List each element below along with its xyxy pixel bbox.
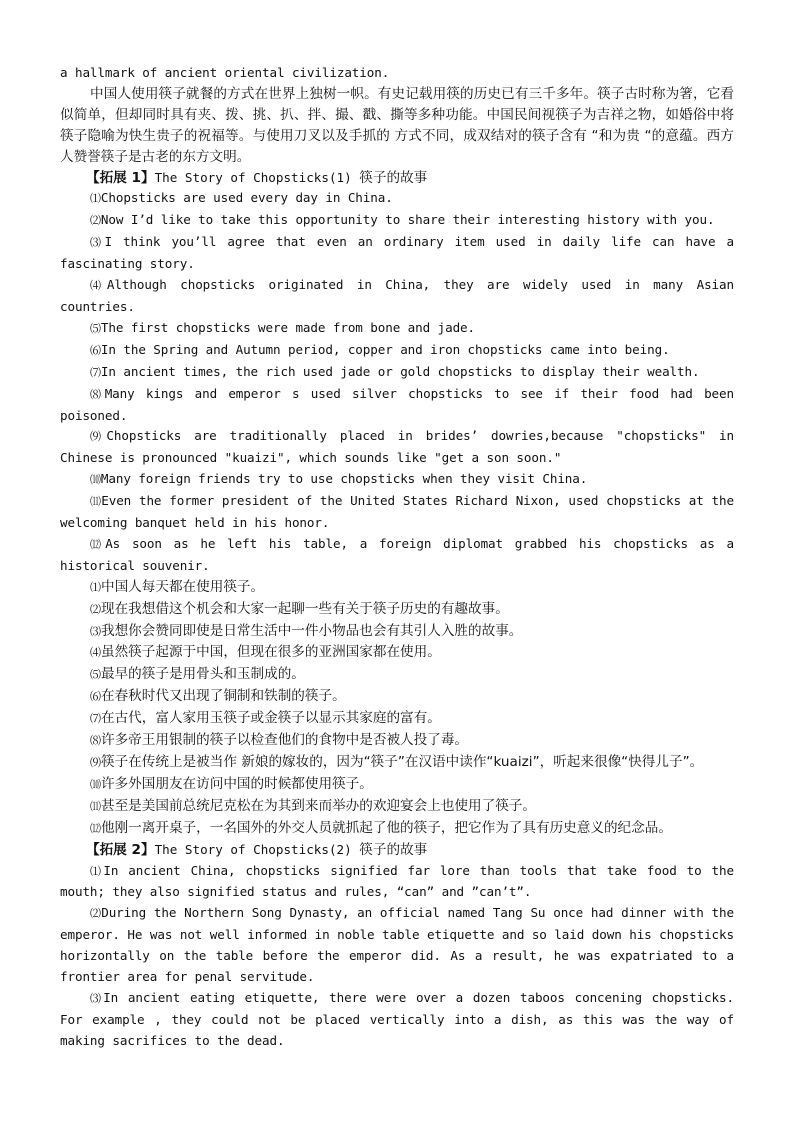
section1-en-sentence: ⑶I think you’ll agree that even an ordinary item used in daily life can have a fascinating story. [60, 234, 734, 272]
section1-zh-sentence: ⑽许多外国朋友在访问中国的时候都使用筷子。 [90, 775, 373, 792]
section1-title-zh: 筷子的故事 [359, 169, 428, 186]
section1-zh-sentence: ⑻许多帝王用银制的筷子以检查他们的食物中是否被人投了毒。 [90, 732, 469, 749]
section1-zh-sentence: ⑴中国人每天都在使用筷子。 [90, 578, 265, 595]
section1-zh-sentence: ⑺在古代，富人家用玉筷子或金筷子以显示其家庭的富有。 [90, 710, 441, 727]
section1-zh-sentence: ⑶我想你会赞同即使是日常生活中一件小物品也会有其引人入胜的故事。 [90, 622, 523, 639]
section1-bracket-label: 【拓展 1】 [86, 169, 155, 186]
section1-en-sentence: ⑻Many kings and emperor s used silver chopsticks to see if their food had been poisoned. [60, 385, 734, 423]
section1-en-sentence: ⑵Now I’d like to take this opportunity to share their interesting history with you. [90, 212, 715, 228]
intro-chinese-paragraph: 中国人使用筷子就餐的方式在世界上独树一帜。有史记载用筷的历史已有三千多年。筷子古时称为箸，它看似简单，但却同时具有夹、拨、挑、扒、拌、撮、戳、撕等多种功能。中国民间视筷子为吉祥之物，如婚俗中将筷子隐喻为快生贵子的祝福等。与使用刀叉以及手抓的 方式不同，成双结对的筷子含有 “和为贵 “的意蕴。西方人赞誉筷子是古老的东方文明。 [60, 85, 734, 165]
section2-en-paragraph: ⑴In ancient China, chopsticks signified far lore than tools that take food to the mouth; they also signified status and rules, “can” and ”can’t”. [60, 862, 734, 900]
section1-heading [60, 168, 734, 189]
section1-title-en: The Story of Chopsticks(1) [154, 169, 360, 185]
section1-en-sentence: ⑺In ancient times, the rich used jade or gold chopsticks to display their wealth. [90, 363, 700, 379]
section1-en-sentence: ⑿As soon as he left his table, a foreign diplomat grabbed his chopsticks as a historical souvenir. [60, 535, 734, 573]
section1-zh-sentence: ⑹在春秋时代又出现了铜制和铁制的筷子。 [90, 688, 346, 705]
section1-zh-sentence: ⑿他刚一离开桌子，一名国外的外交人员就抓起了他的筷子，把它作为了具有历史意义的纪念品。 [90, 819, 672, 836]
section2-bracket-label: 【拓展 2】 [86, 841, 155, 858]
section1-zh-sentence: ⑵现在我想借这个机会和大家一起聊一些有关于筷子历史的有趣故事。 [90, 600, 509, 617]
section1-en-sentence: ⑴Chopsticks are used every day in China. [90, 190, 393, 206]
section1-en-sentence: ⑽Many foreign friends try to use chopsticks when they visit China. [90, 471, 588, 487]
section2-en-paragraph: ⑵During the Northern Song Dynasty, an official named Tang Su once had dinner with the emperor. He was not well informed in noble table etiquette and so laid down his chopsticks horizontally on the table before the emperor did. As a result, he was expatriated to a frontier area for penal servitude. [60, 905, 735, 985]
section1-en-sentence: ⑾Even the former president of the United States Richard Nixon, used chopsticks at the welcoming banquet held in his honor. [60, 493, 734, 531]
section1-en-sentence: ⑹In the Spring and Autumn period, copper and iron chopsticks came into being. [90, 341, 670, 357]
section2-title-en: The Story of Chopsticks(2) [154, 841, 360, 857]
section1-en-sentence: ⑼Chopsticks are traditionally placed in brides’ dowries,because "chopsticks" in Chinese is pronounced "kuaizi", which sounds like "get a son soon." [60, 428, 734, 466]
section1-zh-sentence: ⑼筷子在传统上是被当作 新娘的嫁妆的，因为“筷子”在汉语中读作“kuaizi”，听起来很像“快得儿子”。 [90, 754, 704, 770]
document-page [60, 63, 734, 1052]
section1-zh-sentence: ⑸最早的筷子是用骨头和玉制成的。 [90, 666, 305, 683]
section1-en-sentence: ⑷Although chopsticks originated in China, they are widely used in many Asian countries. [60, 277, 734, 314]
section1-zh-sentence: ⑷虽然筷子起源于中国，但现在很多的亚洲国家都在使用。 [90, 644, 441, 661]
intro-continuation-line: a hallmark of ancient oriental civilization. [60, 65, 390, 80]
section2-heading [60, 840, 734, 861]
section1-zh-sentence: ⑾甚至是美国前总统尼克松在为其到来而举办的欢迎宴会上也使用了筷子。 [90, 797, 536, 814]
section1-en-sentence: ⑸The first chopsticks were made from bone and jade. [90, 319, 476, 335]
section2-title-zh: 筷子的故事 [359, 841, 428, 858]
section2-en-paragraph: ⑶In ancient eating etiquette, there were over a dozen taboos concening chopsticks. For example , they could not be placed vertically into a dish, as this was the way of making sacrifices to the dead. [60, 989, 734, 1048]
